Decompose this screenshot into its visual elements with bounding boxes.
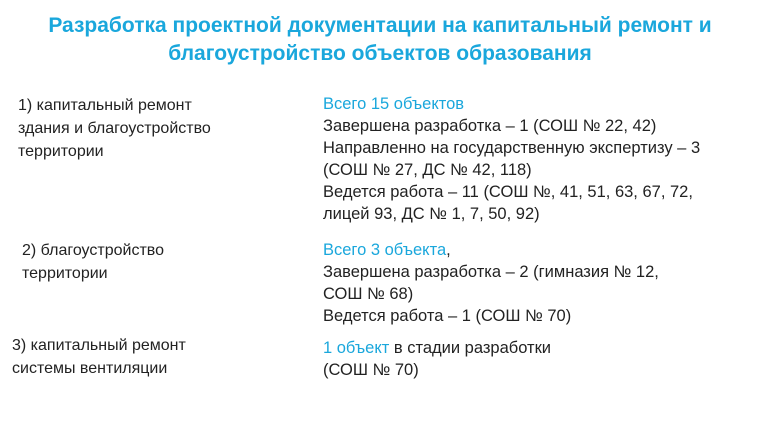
item-3-summary-suffix: в стадии разработки [389, 339, 552, 357]
page-title [20, 12, 740, 68]
item-3-details [323, 337, 551, 381]
item-1-detail-line: Ведется работа – 11 (СОШ №, 41, 51, 63, 67, 72, [323, 183, 693, 201]
item-1-summary: Всего 15 объектов [323, 95, 465, 113]
item-3-detail-line: (СОШ № 70) [323, 361, 419, 379]
item-2-summary-suffix: , [446, 241, 451, 259]
item-1-detail-line: Направленно на государственную экспертизу – 3 [323, 139, 701, 157]
item-1-details [323, 93, 700, 225]
item-3-category-line: системы вентиляции [12, 360, 168, 377]
item-3-summary-line [323, 337, 551, 359]
item-2-detail-line: Ведется работа – 1 (СОШ № 70) [323, 307, 572, 325]
item-1-category [18, 94, 211, 163]
item-2-details [323, 239, 659, 327]
item-1-summary-line [323, 93, 700, 115]
page-title-line-2: благоустройство объектов образования [168, 42, 592, 65]
item-2-summary-line [323, 239, 659, 261]
item-2-category-line: 2) благоустройство [22, 242, 164, 259]
item-1-category-line: здания и благоустройство [18, 120, 211, 137]
item-2-category-line: территории [22, 265, 108, 282]
item-2-detail-line: СОШ № 68) [323, 285, 414, 303]
item-1-detail-line: Завершена разработка – 1 (СОШ № 22, 42) [323, 117, 657, 135]
item-1-category-line: территории [18, 143, 104, 160]
item-1-detail-line: (СОШ № 27, ДС № 42, 118) [323, 161, 532, 179]
item-1-category-line: 1) капитальный ремонт [18, 97, 192, 114]
item-2-category [22, 239, 164, 285]
page-title-line-1: Разработка проектной документации на капитальный ремонт и [48, 14, 712, 37]
item-3-summary: 1 объект [323, 339, 390, 357]
item-2-detail-line: Завершена разработка – 2 (гимназия № 12, [323, 263, 659, 281]
item-3-category-line: 3) капитальный ремонт [12, 337, 186, 354]
item-2-summary: Всего 3 объекта [323, 241, 447, 259]
item-1-detail-line: лицей 93, ДС № 1, 7, 50, 92) [323, 205, 540, 223]
item-3-category [12, 334, 186, 380]
